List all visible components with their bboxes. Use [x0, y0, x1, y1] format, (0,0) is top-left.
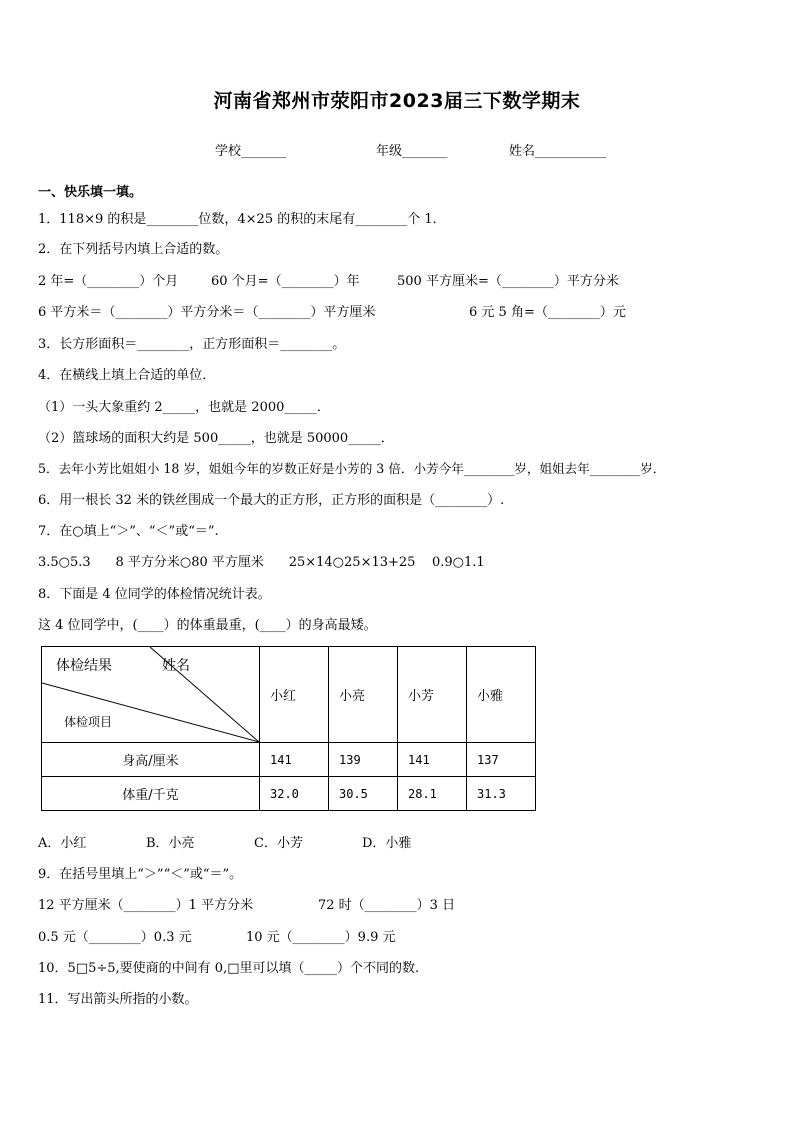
question-10: 10．5□5÷5,要使商的中间有 0,□里可以填（_____）个不同的数.: [38, 961, 420, 976]
q9-item-b: 72 时（________）3 日: [318, 898, 456, 913]
question-7-items: 3.5○5.3 8 平方分米○80 平方厘米 25×14○25×13+25 0.9○1.1: [38, 555, 485, 570]
q2-item-c: 500 平方厘米=（________）平方分米: [397, 274, 619, 289]
table-cell: 137: [467, 743, 536, 777]
section-heading: 一、快乐填一填。: [38, 185, 143, 200]
question-3: 3．长方形面积＝________，正方形面积＝________。: [38, 337, 346, 352]
question-7: 7．在○填上“＞”、“＜”或“＝”.: [38, 524, 219, 539]
page-title: 河南省郑州市荥阳市2023届三下数学期末: [213, 90, 581, 112]
q2-item-a: 2 年=（________）个月: [38, 274, 179, 289]
q2-item-b: 60 个月=（________）年: [211, 274, 360, 289]
table-cell: 31.3: [467, 777, 536, 811]
table-cell: 28.1: [398, 777, 467, 811]
question-8-sub: 这 4 位同学中，(____）的体重最重，(____）的身高最矮。: [38, 618, 377, 633]
student-name: 小红: [260, 647, 329, 743]
question-11: 11．写出箭头所指的小数。: [38, 992, 198, 1007]
student-name: 小亮: [329, 647, 398, 743]
student-name: 小雅: [467, 647, 536, 743]
table-cell: 139: [329, 743, 398, 777]
question-9: 9．在括号里填上“＞”“＜”或“＝”。: [38, 867, 243, 882]
question-5: 5．去年小芳比姐姐小 18 岁，姐姐今年的岁数正好是小芳的 3 倍．小芳今年________岁，姐姐去年________岁．: [38, 461, 666, 476]
question-8: 8．下面是 4 位同学的体检情况统计表。: [38, 587, 271, 602]
q9-item-a: 12 平方厘米（________）1 平方分米: [38, 898, 254, 913]
grade-field: 年级_______: [376, 144, 448, 159]
question-4-2: （2）篮球场的面积大约是 500_____，也就是 50000_____．: [38, 431, 394, 446]
row-label: 身高/厘米: [42, 743, 260, 777]
table-cell: 30.5: [329, 777, 398, 811]
student-name: 小芳: [398, 647, 467, 743]
question-2: 2．在下列括号内填上合适的数。: [38, 242, 229, 257]
table-diagonal-header: [42, 647, 260, 743]
question-6: 6．用一根长 32 米的铁丝围成一个最大的正方形，正方形的面积是（________）.: [38, 493, 505, 508]
header-result: 体检结果: [56, 658, 112, 674]
option-a: A．小红: [38, 836, 87, 851]
option-c: C．小芳: [254, 836, 303, 851]
option-b: B．小亮: [146, 836, 195, 851]
table-cell: 141: [260, 743, 329, 777]
question-4: 4．在横线上填上合适的单位．: [38, 368, 216, 383]
q2-item-d: 6 平方米＝（________）平方分米＝（________）平方厘米: [38, 305, 376, 320]
q9-item-c: 0.5 元（________）0.3 元: [38, 930, 192, 945]
table-row: [42, 743, 536, 777]
name-field: 姓名___________: [509, 144, 607, 159]
school-field: 学校_______: [215, 144, 287, 159]
question-1: 1．118×9 的积是________位数，4×25 的积的末尾有________个 1．: [38, 212, 446, 227]
table-cell: 141: [398, 743, 467, 777]
header-item: 体检项目: [64, 715, 113, 729]
header-name: 姓名: [162, 658, 190, 674]
option-d: D．小雅: [362, 836, 412, 851]
q2-item-e: 6 元 5 角=（________）元: [469, 305, 626, 320]
table-row: [42, 777, 536, 811]
question-4-1: （1）一头大象重约 2_____，也就是 2000_____．: [38, 400, 330, 415]
row-label: 体重/千克: [42, 777, 260, 811]
health-check-table: [41, 646, 536, 811]
table-cell: 32.0: [260, 777, 329, 811]
q9-item-d: 10 元（________）9.9 元: [246, 930, 396, 945]
